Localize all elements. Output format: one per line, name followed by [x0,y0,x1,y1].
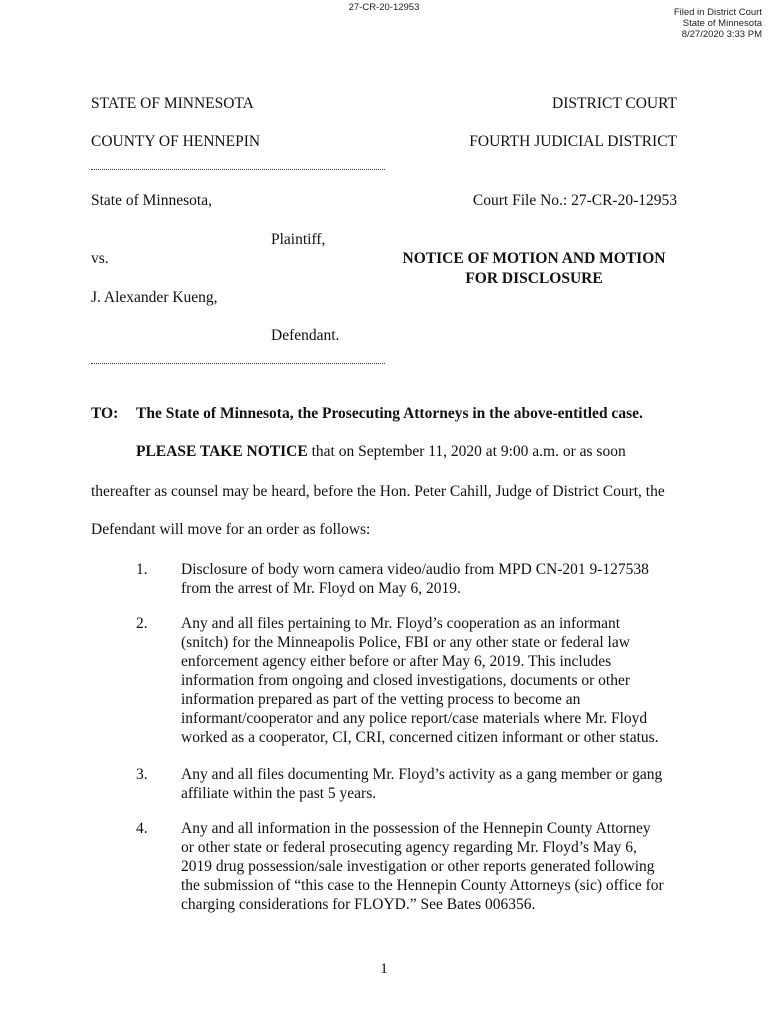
item-line: worked as a cooperator, CI, CRI, concerned citizen informant or other status. [181,729,659,746]
notice-lead: PLEASE TAKE NOTICE [136,443,308,460]
case-number-stamp: 27-CR-20-12953 [348,2,420,13]
list-item [181,819,686,914]
versus-text: vs. [91,250,109,267]
list-item [181,614,686,747]
caption-district: FOURTH JUDICIAL DISTRICT [469,133,677,150]
list-item [181,765,686,803]
caption-court: DISTRICT COURT [552,95,677,112]
item-number: 4. [136,820,148,837]
caption-divider-top [91,169,385,170]
item-line: information from ongoing and closed investigations, documents or other [181,672,630,689]
notice-line [136,442,626,461]
filed-stamp-line: State of Minnesota [682,18,762,29]
caption-state: STATE OF MINNESOTA [91,95,254,112]
plaintiff-name: State of Minnesota, [91,192,212,209]
document-title-line: NOTICE OF MOTION AND MOTION [402,250,666,267]
item-line: Any and all files documenting Mr. Floyd’s activity as a gang member or gang [181,766,663,783]
item-line: enforcement agency either before or after May 6, 2019. This includes [181,653,612,670]
item-line: information prepared as part of the vetting process to become an [181,691,581,708]
page-number: 1 [380,961,388,977]
filed-stamp [674,7,762,40]
to-label: TO: [91,405,119,422]
filed-stamp-line: 8/27/2020 3:33 PM [681,29,762,40]
item-line: informant/cooperator and any police report/case materials where Mr. Floyd [181,710,648,727]
item-line: 2019 drug possession/sale investigation or other reports generated following [181,858,655,875]
caption-county: COUNTY OF HENNEPIN [91,133,261,150]
item-number: 2. [136,615,148,632]
notice-line: Defendant will move for an order as follows: [91,521,371,538]
item-line: or other state or federal prosecuting agency regarding Mr. Floyd’s May 6, [181,839,637,856]
item-line: Any and all information in the possession of the Hennepin County Attorney [181,820,651,837]
defendant-name: J. Alexander Kueng, [91,289,218,306]
defendant-label: Defendant. [271,327,340,344]
item-number: 1. [136,561,148,578]
item-line: (snitch) for the Minneapolis Police, FBI or any other state or federal law [181,634,630,651]
item-line: Any and all files pertaining to Mr. Floyd’s cooperation as an informant [181,615,621,632]
document-title [390,249,678,289]
caption-divider-bottom [91,363,385,364]
filed-stamp-line: Filed in District Court [673,7,762,18]
item-line: the submission of “this case to the Hennepin County Attorneys (sic) office for [181,877,664,894]
item-line: from the arrest of Mr. Floyd on May 6, 2019. [181,580,461,597]
document-title-line: FOR DISCLOSURE [465,270,603,287]
plaintiff-label: Plaintiff, [271,231,326,248]
item-line: affiliate within the past 5 years. [181,785,377,802]
court-file-number: Court File No.: 27-CR-20-12953 [472,192,677,209]
item-number: 3. [136,766,148,783]
to-recipients: The State of Minnesota, the Prosecuting Attorneys in the above-entitled case. [136,405,643,422]
notice-line1-text: that on September 11, 2020 at 9:00 a.m. or as soon [307,443,626,460]
list-item [181,560,686,598]
item-line: charging considerations for FLOYD.” See Bates 006356. [181,896,536,913]
item-line: Disclosure of body worn camera video/audio from MPD CN-201 9-127538 [181,561,649,578]
notice-line: thereafter as counsel may be heard, before the Hon. Peter Cahill, Judge of District Court, the [91,483,665,500]
